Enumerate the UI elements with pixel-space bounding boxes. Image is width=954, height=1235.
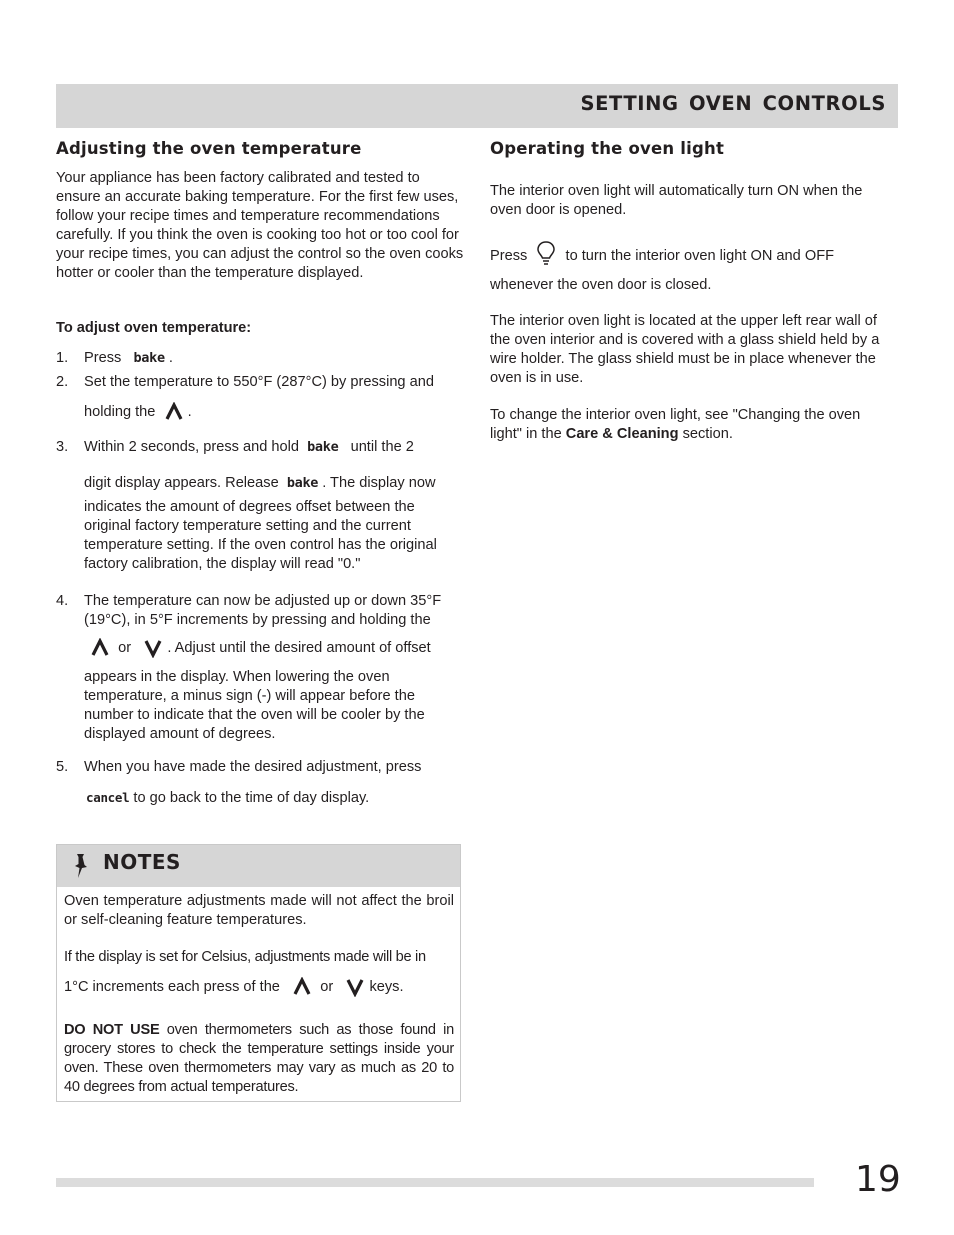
notes-paragraph: Oven temperature adjustments made will not affect the broil or self-cleaning feature temperatures. <box>64 893 454 928</box>
light-press-paragraph <box>490 246 890 293</box>
step-text: to go back to the time of day display. <box>133 790 370 806</box>
light-paragraph: The interior oven light is located at the upper left rear wall of the oven interior and is covered with a glass shield held by a wire holder. The glass shield must be in place whenever the oven is in use. <box>490 313 880 386</box>
or-text: or <box>320 978 334 995</box>
light-text: Press <box>490 247 528 264</box>
notes-text: oven thermometers such as those found in grocery stores to check the temperature settings inside your oven. These oven thermometers may vary as much as 20 to 40 degrees from actual temperatures. <box>64 1022 454 1095</box>
subheading-adjust: To adjust oven temperature: <box>56 320 252 336</box>
step-text: holding the <box>84 403 156 420</box>
right-column <box>490 138 890 442</box>
step-number: 1. <box>56 350 69 366</box>
footer-bar <box>56 1178 814 1187</box>
step-text: . <box>187 403 192 420</box>
down-arrow-icon <box>143 638 163 658</box>
step-text: indicates the amount of degrees offset between the original factory temperature setting and the current temperature setting. If the oven control has the original factory calibration, the display will read "0." <box>84 499 437 572</box>
up-arrow-icon <box>164 402 184 422</box>
light-bulb-icon <box>535 240 557 266</box>
step-number: 5. <box>56 759 69 775</box>
section-heading-light: Operating the oven light <box>490 139 725 158</box>
light-paragraph: The interior oven light will automatically turn ON when the oven door is opened. <box>490 183 863 218</box>
cancel-key-label: cancel <box>86 790 130 805</box>
step-text: The temperature can now be adjusted up or down 35°F (19°C), in 5°F increments by pressing and holding the <box>84 593 442 628</box>
notes-warning <box>64 1021 454 1097</box>
notes-text: 1°C increments each press of the <box>64 978 280 995</box>
up-arrow-icon <box>292 977 312 997</box>
light-paragraph <box>490 406 890 444</box>
notes-header <box>57 845 460 887</box>
step-number: 3. <box>56 439 69 455</box>
step-number: 2. <box>56 374 69 390</box>
bake-key-label: bake <box>307 439 339 455</box>
pushpin-icon <box>71 852 93 880</box>
care-cleaning-ref: Care & Cleaning <box>565 426 679 442</box>
notes-text: keys. <box>369 978 404 995</box>
light-text: To change the interior oven light, see "Changing the oven light" in the <box>490 407 861 442</box>
section-heading-temperature: Adjusting the oven temperature <box>56 139 362 158</box>
step-text: . <box>168 350 173 366</box>
light-text: to turn the interior oven light ON and OFF <box>565 247 835 264</box>
step-text: Set the temperature to 550°F (287°C) by pressing and <box>84 374 434 390</box>
light-text: whenever the oven door is closed. <box>490 277 712 293</box>
step-text: . Adjust until the desired amount of offset <box>167 639 431 656</box>
page-title: SETTING OVEN CONTROLS <box>580 92 886 115</box>
step-text: appears in the display. When lowering the oven temperature, a minus sign (-) will appear before the number to indicate that the oven will be cooler by the displayed amount of degrees. <box>84 669 425 742</box>
intro-paragraph: Your appliance has been factory calibrated and tested to ensure an accurate baking temperature. For the first few uses, follow your recipe times and temperature recommendations carefully. If you think the oven is cooking too hot or too cool for your recipe times, you can adjust the control so the oven cooks hotter or cooler than the temperature displayed. <box>56 170 464 281</box>
left-column <box>56 138 466 806</box>
bake-key-label: bake <box>133 350 165 366</box>
step-text: Within 2 seconds, press and hold <box>84 439 299 455</box>
up-arrow-icon <box>90 638 110 658</box>
do-not-use-label: DO NOT USE <box>64 1022 160 1038</box>
step-text: until the 2 <box>350 439 414 455</box>
header-band <box>56 84 898 128</box>
notes-box <box>56 844 461 1102</box>
page-number: 19 <box>855 1159 901 1200</box>
step-text: digit display appears. Release <box>84 475 279 491</box>
down-arrow-icon <box>345 977 365 997</box>
notes-paragraph: If the display is set for Celsius, adjustments made will be in <box>64 949 426 965</box>
notes-paragraph <box>64 977 454 997</box>
light-text: section. <box>682 426 733 442</box>
step-text: When you have made the desired adjustment, press <box>84 759 422 775</box>
step-text: Press <box>84 350 122 366</box>
step-text: . The display now <box>322 475 436 491</box>
notes-title: NOTES <box>103 850 181 874</box>
bake-key-label: bake <box>286 475 319 491</box>
or-text: or <box>118 639 132 656</box>
step-number: 4. <box>56 593 69 609</box>
